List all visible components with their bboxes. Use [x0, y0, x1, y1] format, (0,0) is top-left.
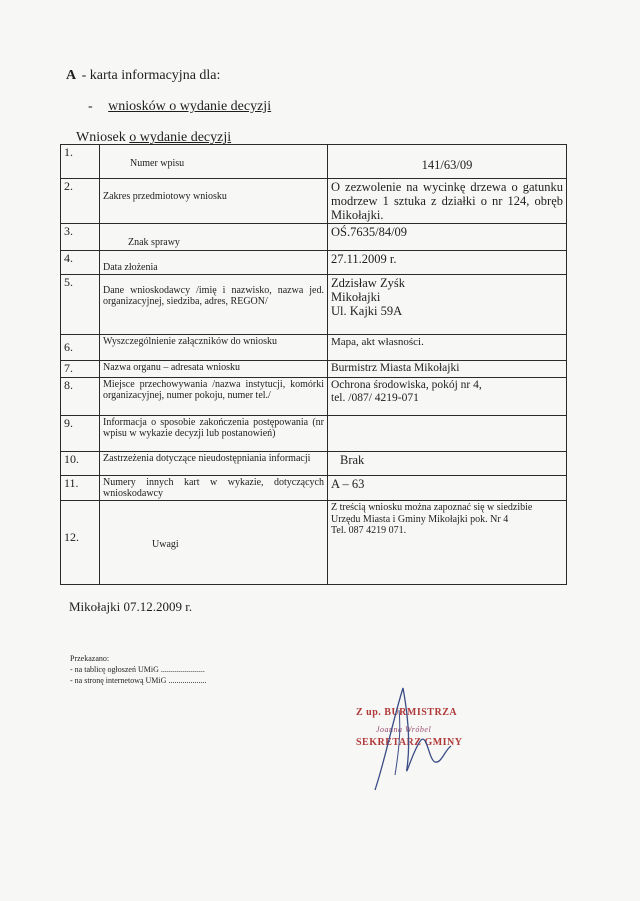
table-row — [61, 415, 567, 451]
row-number: 7. — [61, 361, 100, 377]
row-number: 10. — [61, 451, 100, 475]
card-subtitle-line — [88, 99, 271, 115]
row-value — [328, 501, 567, 585]
table-row — [61, 224, 567, 251]
application-table — [60, 144, 567, 585]
stamp-line-2: Joanna Wróbel — [376, 725, 432, 734]
remarks-text: Z treścią wniosku można zapoznać się w siedzibie Urzędu Miasta i Gminy Mikołajki pok. Nr 4 — [331, 502, 533, 525]
place-date: Mikołajki 07.12.2009 r. — [69, 599, 193, 614]
row-number: 3. — [61, 224, 100, 251]
row-value: A – 63 — [328, 475, 567, 500]
row-number: 9. — [61, 415, 100, 451]
table-row — [61, 377, 567, 415]
table-row — [61, 275, 567, 335]
row-number: 2. — [61, 179, 100, 224]
table-row — [61, 475, 567, 500]
row-value: OŚ.7635/84/09 — [328, 224, 567, 251]
row-value — [328, 377, 567, 415]
storage-department: Ochrona środowiska, pokój nr 4, — [331, 378, 482, 391]
signature-icon — [355, 680, 465, 800]
row-label: Uwagi — [100, 501, 328, 585]
stamp-line-1: Z up. BURMISTRZA — [356, 707, 458, 718]
row-number: 6. — [61, 335, 100, 361]
table-row — [61, 361, 567, 377]
row-label: Zastrzeżenia dotyczące nieudostępniania informacji — [100, 451, 328, 475]
row-value: 27.11.2009 r. — [328, 251, 567, 275]
table-row — [61, 501, 567, 585]
row-label: Numery innych kart w wykazie, dotyczących wnioskodawcy — [100, 475, 328, 500]
card-subtitle: wniosków o wydanie decyzji — [108, 99, 272, 114]
row-label: Numer wpisu — [100, 145, 328, 179]
row-value: 141/63/09 — [328, 145, 567, 179]
storage-phone: tel. /087/ 4219-071 — [331, 391, 419, 404]
subtitle-dash: - — [88, 99, 93, 114]
handover-block — [70, 654, 206, 686]
card-letter: A — [66, 68, 77, 83]
caption-underlined: o wydanie decyzji — [129, 130, 232, 145]
stamp-line-3: SEKRETARZ GMINY — [356, 737, 463, 748]
applicant-city: Mikołajki — [331, 290, 381, 305]
handover-title: Przekazano: — [70, 654, 110, 663]
row-number: 12. — [61, 501, 100, 585]
table-row — [61, 335, 567, 361]
card-title: - karta informacyjna dla: — [81, 68, 221, 83]
table-row — [61, 145, 567, 179]
remarks-phone: Tel. 087 4219 071. — [331, 525, 407, 536]
row-label: Wyszczególnienie załączników do wniosku — [100, 335, 328, 361]
row-label: Nazwa organu – adresata wniosku — [100, 361, 328, 377]
row-label: Zakres przedmiotowy wniosku — [100, 179, 328, 224]
row-value: Mapa, akt własności. — [328, 335, 567, 361]
applicant-street: Ul. Kajki 59A — [331, 304, 403, 319]
row-label: Data złożenia — [100, 251, 328, 275]
row-number: 11. — [61, 475, 100, 500]
row-number: 4. — [61, 251, 100, 275]
row-value: O zezwolenie na wycinkę drzewa o gatunku modrzew 1 sztuka z działki o nr 124, obręb Mikołajki. — [328, 179, 567, 224]
card-heading — [66, 68, 220, 84]
applicant-name: Zdzisław Zyśk — [331, 276, 405, 291]
row-label: Dane wnioskodawcy /imię i nazwisko, nazwa jed. organizacyjnej, siedziba, adres, REGON/ — [100, 275, 328, 335]
row-value: Burmistrz Miasta Mikołajki — [328, 361, 567, 377]
caption-prefix: Wniosek — [76, 130, 130, 145]
table-row — [61, 451, 567, 475]
table-row — [61, 251, 567, 275]
row-value: Brak — [328, 451, 567, 475]
row-number: 5. — [61, 275, 100, 335]
table-row — [61, 179, 567, 224]
row-number: 1. — [61, 145, 100, 179]
row-label: Miejsce przechowywania /nazwa instytucji, komórki organizacyjnej, numer pokoju, numer tel./ — [100, 377, 328, 415]
handover-item: - na tablicę ogłoszeń UMiG ...................... — [70, 664, 205, 674]
row-label: Znak sprawy — [100, 224, 328, 251]
handover-item: - na stronę internetową UMiG ................... — [70, 675, 207, 685]
row-label: Informacja o sposobie zakończenia postępowania (nr wpisu w wykazie decyzji lub postanowień) — [100, 415, 328, 451]
row-number: 8. — [61, 377, 100, 415]
row-value — [328, 415, 567, 451]
row-value — [328, 275, 567, 335]
